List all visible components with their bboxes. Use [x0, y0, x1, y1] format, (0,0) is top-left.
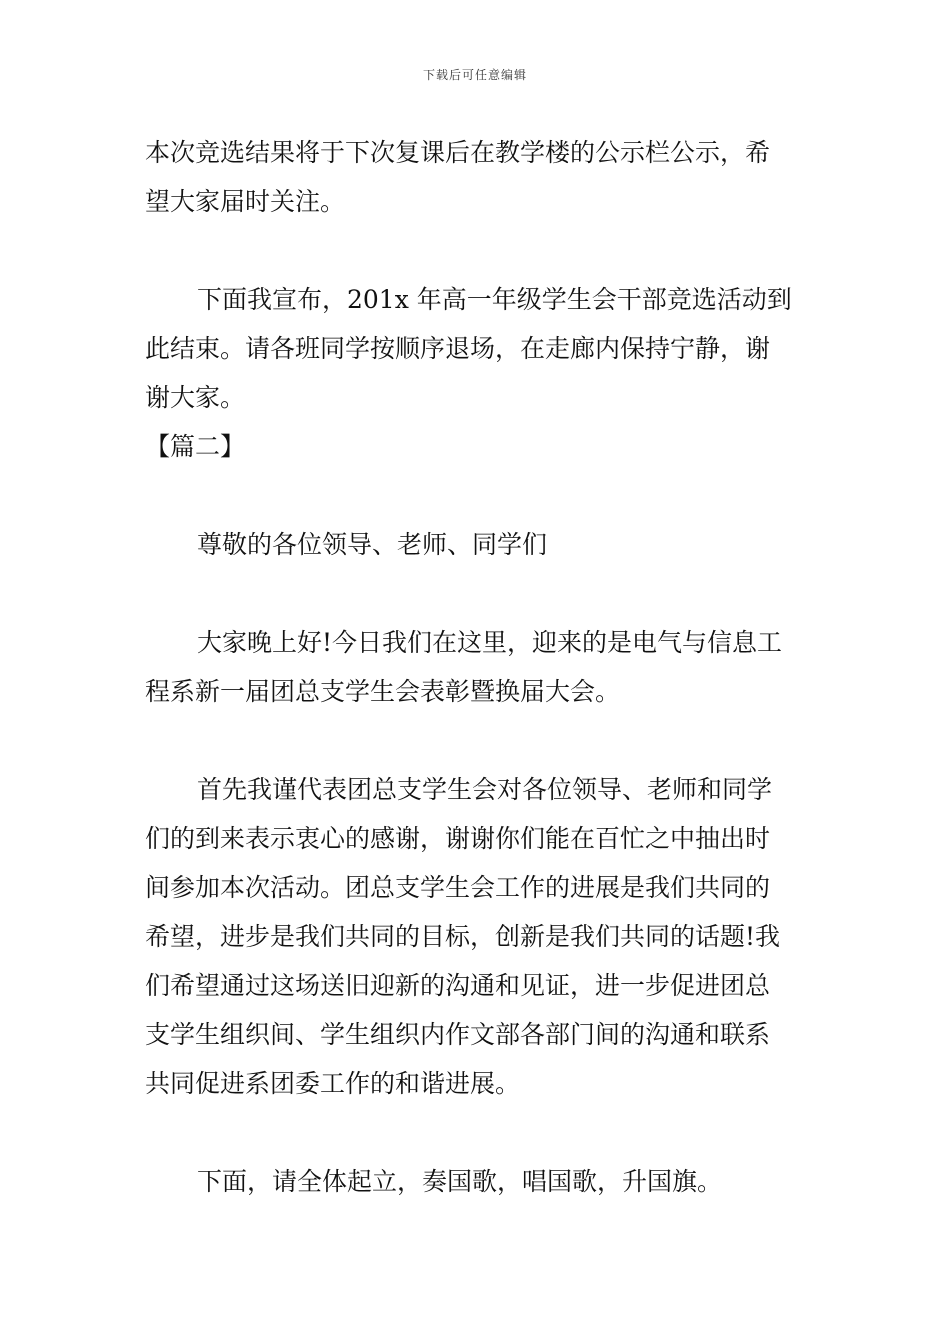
paragraph-thanks	[145, 765, 810, 1108]
text-line: 共同促进系团委工作的和谐进展。	[145, 1069, 521, 1098]
text-line: 们的到来表示衷心的感谢，谢谢你们能在百忙之中抽出时	[145, 824, 771, 853]
paragraph-anthem	[145, 1157, 810, 1206]
document-body	[145, 128, 810, 1206]
text-line: 下面，请全体起立，奏国歌，唱国歌，升国旗。	[197, 1167, 723, 1196]
text-line: 此结束。请各班同学按顺序退场，在走廊内保持宁静，谢	[145, 334, 771, 363]
text-line: 们希望通过这场送旧迎新的沟通和见证，进一步促进团总	[145, 971, 771, 1000]
paragraph-closing-announcement	[145, 275, 810, 422]
text-line: 谢大家。	[145, 383, 246, 412]
text-line: 下面我宣布，201x 年高一年级学生会干部竞选活动到	[197, 285, 792, 314]
section-title: 【篇二】	[145, 432, 246, 461]
paragraph-greeting	[145, 618, 810, 716]
paragraph-spacer	[145, 471, 810, 520]
text-line: 望大家届时关注。	[145, 187, 346, 216]
text-line: 希望，进步是我们共同的目标，创新是我们共同的话题!我	[145, 922, 781, 951]
text-line: 首先我谨代表团总支学生会对各位领导、老师和同学	[197, 775, 773, 804]
paragraph-salutation	[145, 520, 810, 569]
text-line: 支学生组织间、学生组织内作文部各部门间的沟通和联系	[145, 1020, 771, 1049]
text-line: 间参加本次活动。团总支学生会工作的进展是我们共同的	[145, 873, 771, 902]
text-line: 尊敬的各位领导、老师、同学们	[197, 530, 548, 559]
paragraph-spacer	[145, 226, 810, 275]
text-line: 程系新一届团总支学生会表彰暨换届大会。	[145, 677, 621, 706]
text-line: 大家晚上好!今日我们在这里，迎来的是电气与信息工	[197, 628, 783, 657]
paragraph-spacer	[145, 569, 810, 618]
paragraph-spacer	[145, 1108, 810, 1157]
paragraph-results-notice	[145, 128, 810, 226]
paragraph-spacer	[145, 716, 810, 765]
text-line: 本次竞选结果将于下次复课后在教学楼的公示栏公示，希	[145, 138, 771, 167]
page-header-note: 下载后可任意编辑	[422, 68, 527, 82]
